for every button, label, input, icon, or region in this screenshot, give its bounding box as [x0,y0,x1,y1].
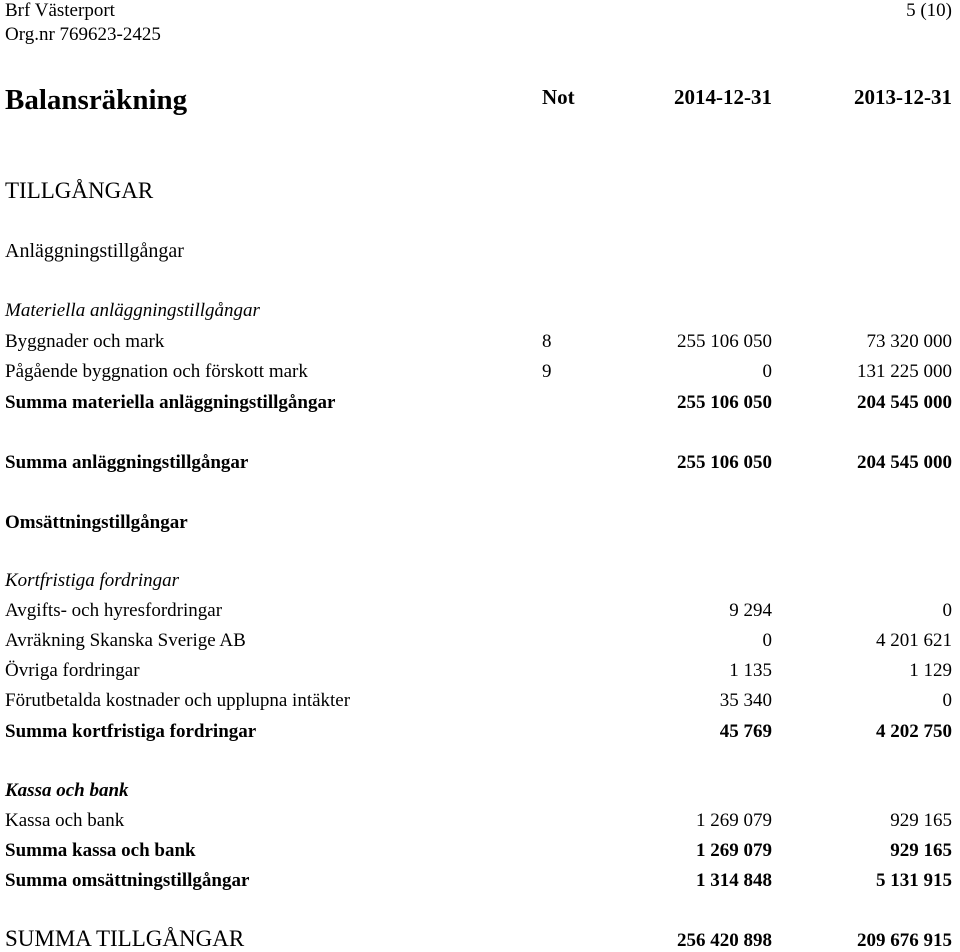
row-value-2014: 9 294 [729,600,772,621]
row-label: Avräkning Skanska Sverige AB [5,630,246,651]
sum-label: Summa kassa och bank [5,840,196,861]
row-value-2014: 1 135 [729,660,772,681]
row-value-2014: 35 340 [719,690,772,711]
sum-label: Summa kortfristiga fordringar [5,721,257,742]
row-value-2014: 0 [762,630,772,651]
sum-value-2014: 255 106 050 [677,392,772,413]
section-heading-current-assets: Omsättningstillgångar [5,512,188,533]
group-heading-cash: Kassa och bank [5,780,129,801]
row-value-2014: 1 269 079 [696,810,772,831]
row-value-2013: 4 201 621 [876,630,952,651]
sum-value-2013: 4 202 750 [876,721,952,742]
section-heading-assets: TILLGÅNGAR [5,178,154,203]
row-value-2013: 1 129 [909,660,952,681]
sum-value-2013: 204 545 000 [857,392,952,413]
org-number: Org.nr 769623-2425 [5,24,161,45]
row-value-2013: 131 225 000 [857,361,952,382]
row-label: Avgifts- och hyresfordringar [5,600,223,621]
row-label: Pågående byggnation och förskott mark [5,361,308,382]
sum-value-2014: 1 269 079 [696,840,772,861]
row-value-2013: 0 [942,690,952,711]
sum-value-2014: 1 314 848 [696,870,772,891]
column-header-2014: 2014-12-31 [674,85,772,109]
row-label: Övriga fordringar [5,660,140,681]
row-note: 9 [542,361,552,382]
total-label: SUMMA TILLGÅNGAR [5,926,245,951]
row-value-2013: 73 320 000 [866,331,952,352]
page-number: 5 (10) [906,0,952,21]
column-header-2013: 2013-12-31 [854,85,952,109]
row-value-2014: 0 [762,361,772,382]
sum-value-2014: 45 769 [719,721,772,742]
group-heading-tangible: Materiella anläggningstillgångar [5,300,260,321]
row-label: Kassa och bank [5,810,125,831]
org-name: Brf Västerport [5,0,115,21]
column-header-note: Not [542,85,575,109]
row-value-2013: 929 165 [890,810,952,831]
sum-value-2013: 5 131 915 [876,870,952,891]
row-note: 8 [542,331,552,352]
section-heading-fixed-assets: Anläggningstillgångar [5,240,184,262]
row-value-2014: 255 106 050 [677,331,772,352]
total-value-2013: 209 676 915 [857,930,952,951]
row-value-2013: 0 [942,600,952,621]
total-value-2014: 256 420 898 [677,930,772,951]
sum-label: Summa anläggningstillgångar [5,452,249,473]
page-title: Balansräkning [5,84,188,116]
sum-label: Summa materiella anläggningstillgångar [5,392,336,413]
group-heading-receivables: Kortfristiga fordringar [5,570,180,591]
sum-value-2013: 204 545 000 [857,452,952,473]
sum-value-2013: 929 165 [890,840,952,861]
sum-label: Summa omsättningstillgångar [5,870,250,891]
sum-value-2014: 255 106 050 [677,452,772,473]
row-label: Byggnader och mark [5,331,165,352]
row-label: Förutbetalda kostnader och upplupna intäkter [5,690,351,711]
